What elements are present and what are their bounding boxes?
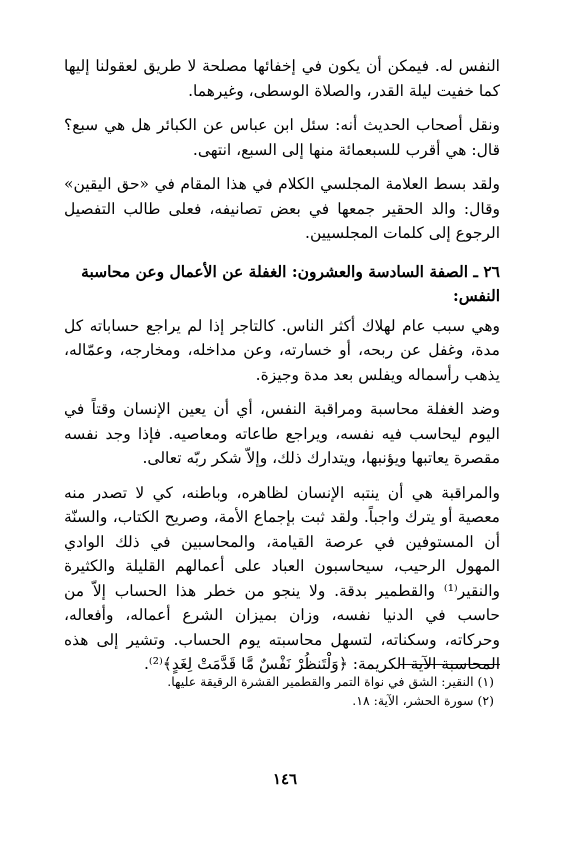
paragraph: ونقل أصحاب الحديث أنه: سئل ابن عباس عن الكبائر هل هي سبع؟ قال: هي أقرب للسبعمائة منها إلى السبع، انتهى. [64, 116, 500, 159]
paragraph: النفس له. فيمكن أن يكون في إخفائها مصلحة لا طريق لعقولنا إليها كما خفيت ليلة القدر، والصلاة الوسطى، وغيرهما. [64, 57, 500, 100]
footnote: (٢) سورة الحشر، الآية: ١٨. [352, 693, 494, 708]
section-heading: ٢٦ ـ الصفة السادسة والعشرون: الغفلة عن الأعمال وعن محاسبة النفس: [81, 261, 500, 305]
paragraph: وضد الغفلة محاسبة ومراقبة النفس، أي أن يعين الإنسان وقتاً في اليوم ليحاسب فيه نفسه، ويراجع طاعاته ومعاصيه. فإذا وجد نفسه مقصرة يعاتبها ويؤنبها، ويتدارك ذلك، وإلاّ شكر ربّه تعالى. [64, 400, 500, 467]
page-number: ١٤٦ [272, 770, 298, 788]
paragraph: ولقد بسط العلامة المجلسي الكلام في هذا المقام في «حق اليقين» وقال: والد الحقير جمعها في بعض تصانيفه، فعلى طالب التفصيل الرجوع إلى كلمات المجلسيين. [64, 175, 500, 242]
footnote-divider [400, 664, 500, 665]
footnotes [64, 672, 494, 710]
footnote: (١) النقير: الشق في نواة التمر والقطمير القشرة الرقيقة عليها. [167, 674, 494, 689]
paragraph: وهي سبب عام لهلاك أكثر الناس. كالتاجر إذا لم يراجع حساباته كل مدة، وغفل عن ربحه، أو خسارته، وعن مداخله، ومخارجه، وعمّاله، يذهب رأسماله ويفلس بعد مدة وجيزة. [64, 316, 500, 384]
paragraph: والمراقبة هي أن ينتبه الإنسان لظاهره، وباطنه، كي لا تصدر منه معصية أو يترك واجباً. ولقد ثبت بإجماع الأمة، وصريح الكتاب، والسنّة أن المستوفين في عرصة القيامة، والمحاسبين في ذلك الوادي المهول الرحيب، سيحاسبون العباد على أعمالهم القليلة والكثيرة والنقير⁽¹⁾ والقطمير بدقة. ولا ينجو من خطر هذا الحساب إلاّ من حاسب في الدنيا نفسه، وزان بميزان الشرع أعماله، وأفعاله، وحركاته، وسكناته، لتسهل محاسبته يوم الحساب. وتشير إلى هذه المحاسبة الآية الكريمة: ﴿وَلْتَنظُرْ نَفْسٌ مَّا قَدَّمَتْ لِغَدٍ﴾⁽²⁾. [64, 483, 500, 673]
body-text [64, 54, 500, 687]
